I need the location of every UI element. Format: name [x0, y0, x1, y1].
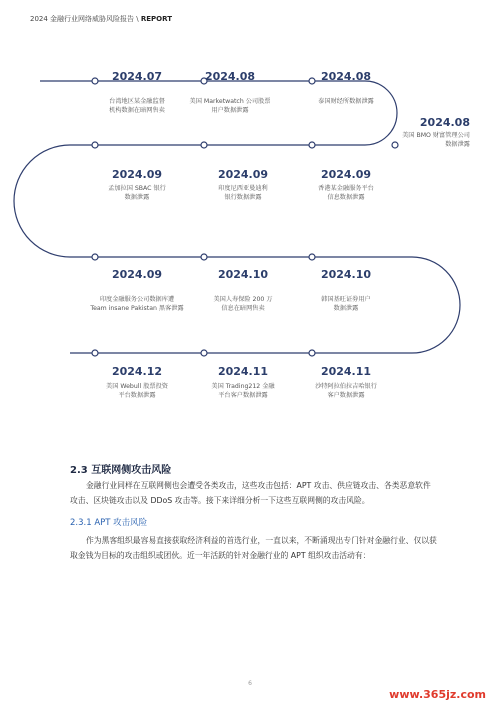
event-desc: 韩国基旺证券用户 数据泄露 [321, 296, 371, 312]
timeline-event [286, 168, 406, 202]
event-desc: 香港某金融服务平台 信息数据泄露 [318, 185, 374, 201]
timeline-event [286, 268, 406, 313]
event-desc: 美国 Webull 股票投资 平台数据泄露 [106, 383, 168, 399]
event-desc: 美国人寿保险 200 万 信息在暗网售卖 [213, 296, 273, 312]
event-date: 2024.08 [419, 116, 470, 129]
event-date: 2024.11 [217, 365, 269, 378]
header-separator: \ [134, 15, 141, 23]
event-desc: 美国 Marketwatch 公司股票 用户数据泄露 [189, 98, 271, 114]
section-paragraph: 金融行业同样在互联网侧也会遭受各类攻击，这些攻击包括：APT 攻击、供应链攻击、各类恶意软件攻击、区块链攻击以及 DDoS 攻击等。接下来详细分析一下这些互联网侧的攻击风险。 [70, 481, 431, 505]
subsection-title: 2.3.1 APT 攻击风险 [70, 518, 148, 528]
event-desc: 美国 Trading212 金融 平台客户数据泄露 [211, 383, 275, 399]
timeline-event [330, 116, 470, 149]
event-date: 2024.08 [204, 70, 256, 83]
event-desc: 台湾地区某金融监督 机构数据在暗网售卖 [109, 98, 165, 114]
event-date: 2024.12 [111, 365, 163, 378]
event-desc: 泰国财经所数据泄露 [318, 98, 374, 105]
event-desc: 孟加拉国 SBAC 银行 数据泄露 [108, 185, 166, 201]
timeline-event [77, 268, 197, 313]
timeline-dot [92, 142, 98, 148]
timeline-event [170, 70, 290, 115]
timeline-dot [309, 142, 315, 148]
event-desc: 沙特阿拉伯拉吉哈银行 客户数据泄露 [315, 383, 377, 399]
timeline-dot [201, 142, 207, 148]
timeline-event [286, 70, 406, 107]
watermark-text: www.365jz.com [389, 688, 486, 701]
timeline-event [77, 365, 197, 400]
timeline-dot [309, 254, 315, 260]
header-title: 2024 金融行业网络威胁风险报告 [30, 15, 135, 23]
event-desc: 印度金融服务公司数据库遭 Team insane Pakistan 黑客泄露 [90, 296, 184, 312]
event-date: 2024.09 [111, 268, 163, 281]
event-date: 2024.10 [320, 268, 372, 281]
timeline-dot [201, 254, 207, 260]
event-date: 2024.07 [111, 70, 163, 83]
timeline-event [183, 168, 303, 202]
timeline-dot [92, 254, 98, 260]
timeline-event [183, 365, 303, 400]
timeline-dot [309, 350, 315, 356]
header-report: REPORT [140, 15, 172, 23]
page-number: 6 [248, 680, 252, 687]
event-desc: 印度尼西亚曼迪利 银行数据泄露 [218, 185, 268, 201]
event-date: 2024.10 [217, 268, 269, 281]
timeline-dot [201, 350, 207, 356]
event-desc: 美国 BMO 财富管理公司 数据泄露 [402, 132, 470, 148]
section-title: 2.3 互联网侧攻击风险 [70, 465, 172, 476]
timeline-event [286, 365, 406, 400]
timeline-event [77, 168, 197, 202]
event-date: 2024.08 [320, 70, 372, 83]
event-date: 2024.09 [320, 168, 372, 181]
subsection-paragraph: 作为黑客组织最容易直接获取经济利益的首选行业，一直以来，不断涌现出专门针对金融行业、仅以获取金钱为目标的攻击组织或团伙。近一年活跃的针对金融行业的 APT 组织攻击活动有： [70, 536, 437, 560]
timeline-dot [92, 350, 98, 356]
timeline-event [183, 268, 303, 313]
event-date: 2024.11 [320, 365, 372, 378]
event-date: 2024.09 [217, 168, 269, 181]
event-date: 2024.09 [111, 168, 163, 181]
